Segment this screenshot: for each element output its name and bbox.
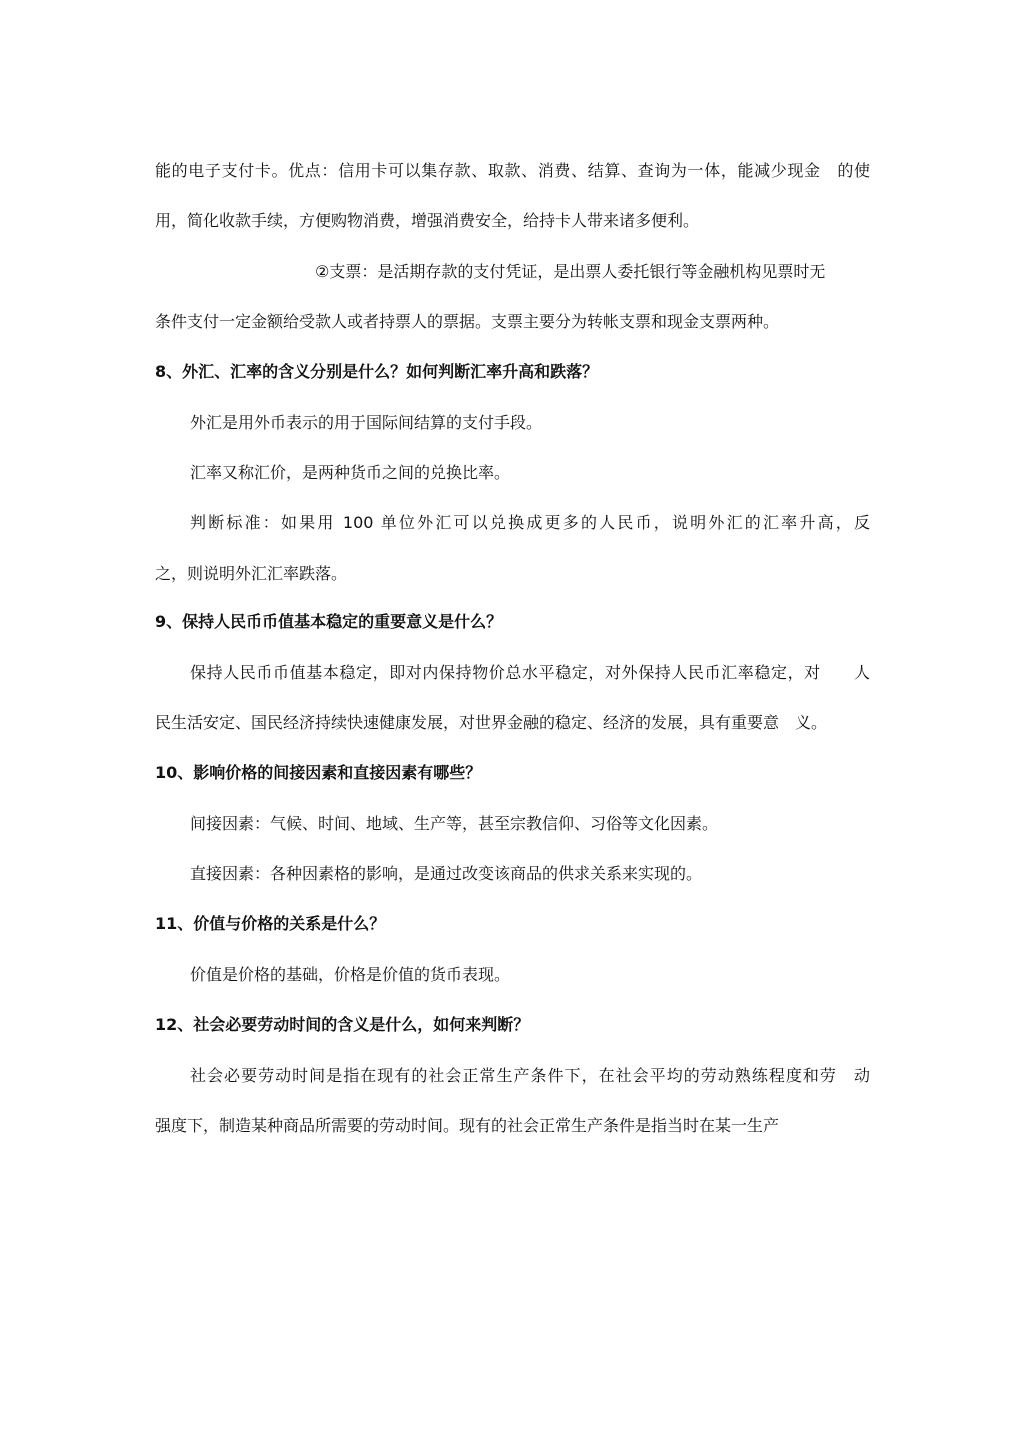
paragraph-line: 汇率又称汇价，是两种货币之间的兑换比率。 (190, 463, 511, 482)
paragraph-line: 民生活安定、国民经济持续快速健康发展，对世界金融的稳定、经济的发展，具有重要意 义。 (155, 713, 828, 732)
question-heading-12: 12、社会必要劳动时间的含义是什么，如何来判断？ (155, 1015, 530, 1034)
paragraph-line: 直接因素：各种因素格的影响，是通过改变该商品的供求关系来实现的。 (190, 864, 703, 883)
question-heading-8: 8、外汇、汇率的含义分别是什么？如何判断汇率升高和跌落？ (155, 362, 599, 381)
paragraph-line: 判断标准：如果用 100 单位外汇可以兑换成更多的人民币，说明外汇的汇率升高，反 (190, 513, 870, 532)
paragraph-line: 价值是价格的基础，价格是价值的货币表现。 (190, 965, 511, 984)
paragraph-line: 强度下，制造某种商品所需要的劳动时间。现有的社会正常生产条件是指当时在某一生产 (155, 1116, 780, 1135)
paragraph-line: 保持人民币币值基本稳定，即对内保持物价总水平稳定，对外保持人民币汇率稳定，对 人 (190, 663, 870, 682)
paragraph-line: 之，则说明外汇汇率跌落。 (155, 564, 348, 583)
question-heading-11: 11、价值与价格的关系是什么？ (155, 914, 386, 933)
question-heading-10: 10、影响价格的间接因素和直接因素有哪些？ (155, 763, 482, 782)
paragraph-line: 间接因素：气候、时间、地域、生产等，甚至宗教信仰、习俗等文化因素。 (190, 814, 719, 833)
paragraph-line: 能的电子支付卡。优点：信用卡可以集存款、取款、消费、结算、查询为一体，能减少现金 的使 (155, 161, 870, 180)
paragraph-line: ②支票：是活期存款的支付凭证，是出票人委托银行等金融机构见票时无 (315, 262, 826, 281)
paragraph-line: 社会必要劳动时间是指在现有的社会正常生产条件下，在社会平均的劳动熟练程度和劳 动 (190, 1066, 870, 1085)
paragraph-line: 用，简化收款手续，方便购物消费，增强消费安全，给持卡人带来诸多便利。 (155, 211, 700, 230)
paragraph-line: 条件支付一定金额给受款人或者持票人的票据。支票主要分为转帐支票和现金支票两种。 (155, 312, 780, 331)
paragraph-line: 外汇是用外币表示的用于国际间结算的支付手段。 (190, 413, 543, 432)
question-heading-9: 9、保持人民币币值基本稳定的重要意义是什么？ (155, 612, 503, 631)
